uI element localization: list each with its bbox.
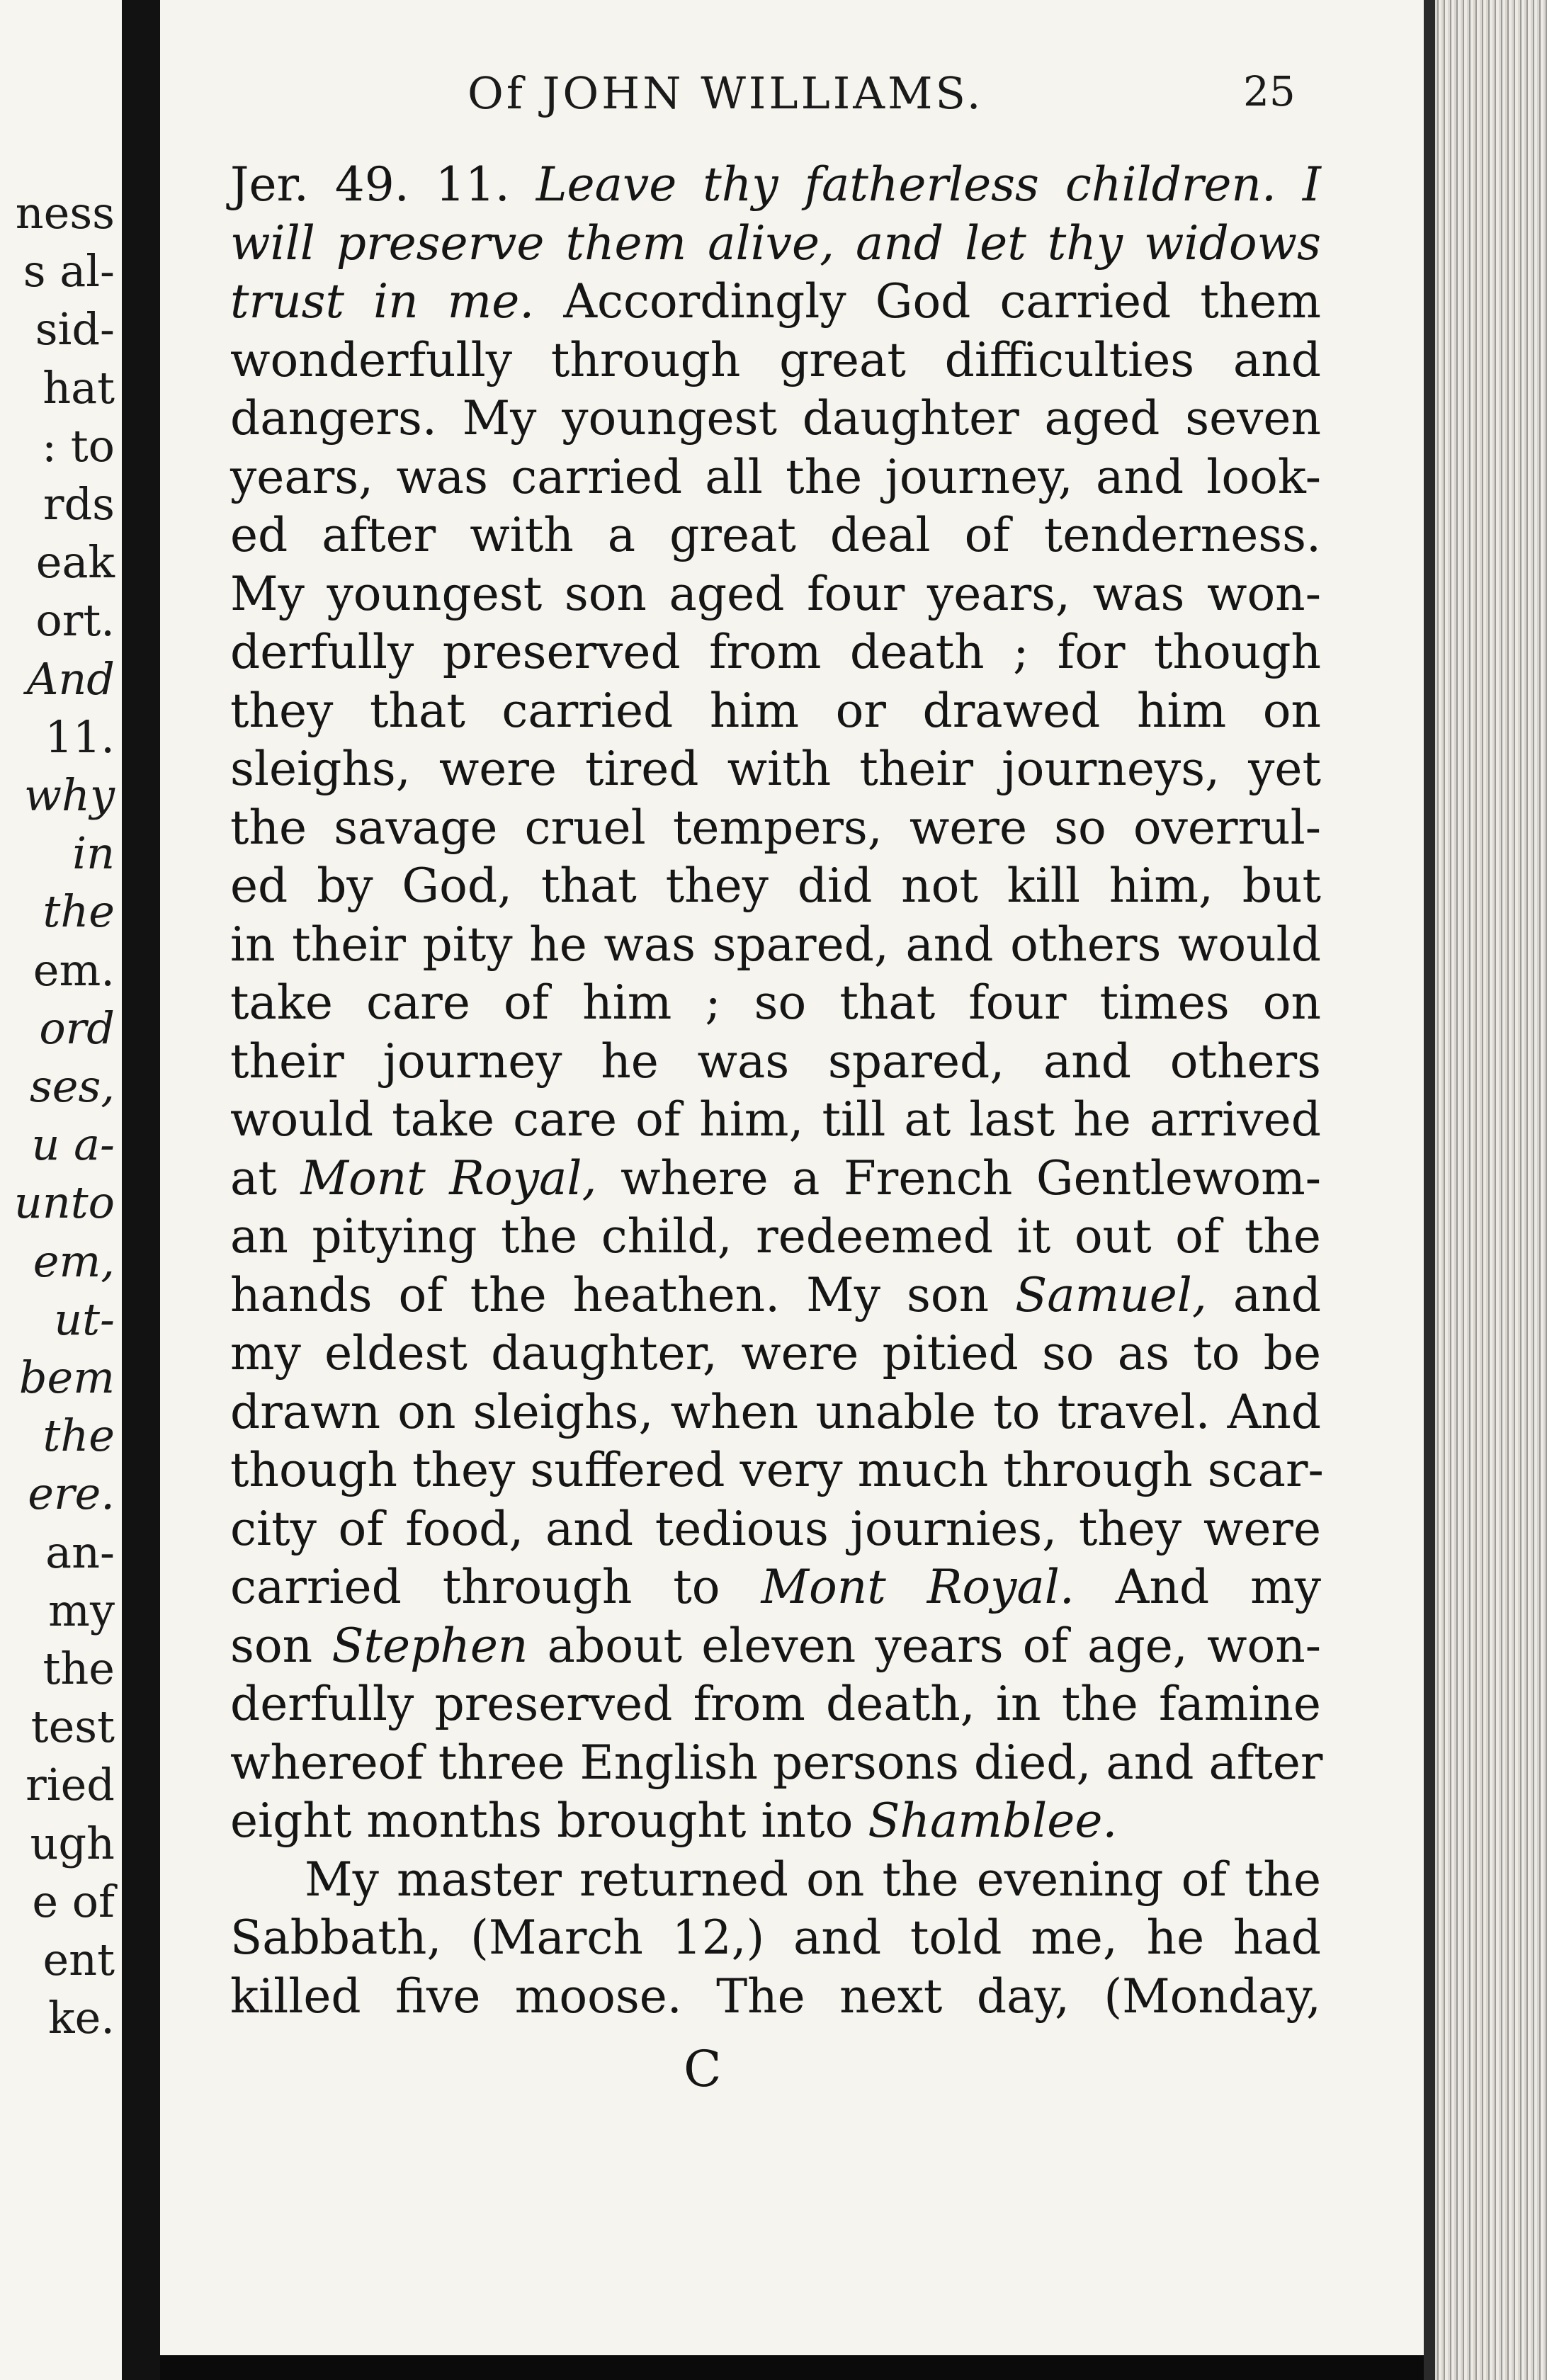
left-page-line: ness [15, 187, 115, 239]
text-segment: My youngest son aged four years, was won- [230, 566, 1321, 621]
text-line [230, 1500, 1321, 1559]
text-line [230, 1266, 1321, 1325]
text-segment: sleighs, were tired with their journeys, yet [230, 742, 1321, 796]
text-line [230, 390, 1321, 448]
text-line [230, 1208, 1321, 1266]
left-page-line: ent [42, 1934, 115, 1985]
text-segment: ed after with a great deal of tenderness. [230, 508, 1321, 562]
text-segment: And my [1074, 1560, 1321, 1614]
text-segment: would take care of him, till at last he arrived [230, 1092, 1321, 1147]
left-page-line: ke. [48, 1992, 115, 2044]
text-line [230, 916, 1321, 975]
text-line [230, 1617, 1321, 1676]
text-segment: Jer. 49. 11. [230, 157, 536, 212]
text-line [230, 1734, 1321, 1793]
text-line [230, 506, 1321, 565]
text-segment: ed by God, that they did not kill him, but [230, 858, 1321, 913]
left-page-line: why [23, 769, 115, 821]
text-segment: My master returned on the evening of the [305, 1852, 1321, 1907]
text-line [230, 1851, 1321, 1910]
left-page-fragment [0, 0, 122, 2380]
text-line [230, 799, 1321, 858]
text-segment: where a French Gentlewom- [596, 1150, 1322, 1206]
text-segment: the savage cruel tempers, were so overrul- [230, 800, 1321, 855]
italic-text: Mont Royal. [761, 1560, 1075, 1614]
left-page-line: the [42, 885, 115, 938]
left-page-line: ried [26, 1759, 115, 1811]
text-segment: an pitying the child, redeemed it out of the [230, 1209, 1321, 1264]
left-page-line: u a- [31, 1118, 115, 1171]
text-segment: Sabbath, (March 12,) and told me, he had [230, 1910, 1321, 1965]
left-page-line: bem [18, 1352, 115, 1403]
text-segment: their journey he was spared, and others [230, 1033, 1321, 1089]
text-segment: years, was carried all the journey, and look- [230, 449, 1321, 504]
body-text [230, 156, 1324, 2026]
text-segment: take care of him ; so that four times on [230, 975, 1321, 1030]
running-title: Of JOHN WILLIAMS. [468, 67, 984, 119]
left-page-line: ut- [54, 1293, 115, 1345]
text-line [230, 623, 1321, 682]
italic-text: Shamblee. [868, 1794, 1118, 1848]
left-page-line: the [42, 1410, 115, 1462]
left-page-line: ses, [29, 1060, 115, 1112]
left-page-line: an- [45, 1526, 115, 1578]
left-page-line: ort. [35, 594, 115, 647]
text-line [230, 1909, 1321, 1968]
left-page-line: eak [35, 536, 115, 589]
left-page-line: hat [42, 361, 115, 414]
left-page-line: s al- [23, 245, 115, 298]
text-line [230, 156, 1321, 215]
text-line [230, 1091, 1321, 1150]
text-segment: about eleven years of age, won- [528, 1618, 1322, 1673]
text-segment: Accordingly God carried them [534, 274, 1321, 329]
text-line [230, 1150, 1321, 1208]
text-line [230, 857, 1321, 916]
left-page-line: 11. [45, 710, 115, 763]
italic-text: Stephen [332, 1618, 528, 1673]
text-line [230, 1441, 1324, 1500]
left-page-line: em, [33, 1235, 115, 1287]
italic-text: will preserve them alive, and let thy widows [230, 215, 1321, 271]
text-segment: at [230, 1150, 301, 1206]
left-page-line: the [42, 1643, 115, 1694]
text-segment: hands of the heathen. My son [230, 1267, 1016, 1322]
text-segment: killed five moose. The next day, (Monday, [230, 1968, 1321, 2024]
text-line [230, 740, 1321, 799]
italic-text: Leave thy fatherless children. I [536, 157, 1321, 212]
book-gutter [122, 0, 160, 2380]
text-line [230, 974, 1321, 1033]
text-segment: wonderfully through great difficulties and [230, 332, 1321, 387]
text-segment: my eldest daughter, were pitied so as to be [230, 1326, 1321, 1381]
italic-text: Mont Royal, [300, 1150, 597, 1206]
text-segment: they that carried him or drawed him on [230, 683, 1321, 738]
text-line [230, 1558, 1321, 1617]
text-segment: though they suffered very much through scar- [230, 1443, 1324, 1497]
text-segment: and [1206, 1267, 1321, 1322]
text-segment: eight months brought into [230, 1794, 868, 1848]
text-segment: city of food, and tedious journies, they were [230, 1501, 1321, 1556]
text-line [230, 682, 1321, 741]
text-line [230, 1968, 1321, 2027]
left-page-line: rds [42, 478, 115, 530]
text-line [230, 1033, 1321, 1092]
left-page-line: test [30, 1701, 115, 1753]
text-line [230, 1675, 1321, 1734]
text-segment: drawn on sleighs, when unable to travel. And [230, 1384, 1321, 1439]
left-page-line: e of [32, 1875, 115, 1927]
text-segment: son [230, 1618, 332, 1673]
left-page-line: in [72, 827, 115, 880]
text-segment: whereof three English persons died, and after [230, 1735, 1323, 1790]
left-page-line: ugh [30, 1817, 115, 1869]
left-page-line: And [26, 652, 115, 705]
text-segment: carried through to [230, 1560, 761, 1614]
text-line [230, 1383, 1321, 1442]
text-line [230, 448, 1321, 507]
left-page-line: my [48, 1584, 115, 1636]
left-page-line: : to [42, 419, 115, 472]
signature-mark: C [684, 2040, 722, 2098]
text-segment: in their pity he was spared, and others would [230, 917, 1321, 972]
book-page-edges [1435, 0, 1547, 2380]
text-line [230, 1792, 1321, 1851]
italic-text: trust in me. [230, 274, 535, 329]
text-segment: derfully preserved from death, in the famine [230, 1677, 1321, 1731]
text-line [230, 1325, 1321, 1383]
text-line [230, 332, 1321, 390]
left-page-line: unto [13, 1177, 115, 1229]
running-head [305, 67, 1509, 124]
text-line [230, 273, 1321, 332]
left-page-line: sid- [35, 303, 115, 356]
text-line [230, 215, 1321, 273]
text-segment: derfully preserved from death ; for though [230, 625, 1321, 679]
text-segment: dangers. My youngest daughter aged seven [230, 391, 1321, 446]
text-line [230, 565, 1321, 624]
left-page-line: em. [33, 944, 115, 996]
italic-text: Samuel, [1015, 1267, 1207, 1322]
page-number: 25 [1243, 67, 1296, 115]
left-page-line: ord [39, 1002, 115, 1054]
left-page-line: ere. [28, 1468, 115, 1520]
